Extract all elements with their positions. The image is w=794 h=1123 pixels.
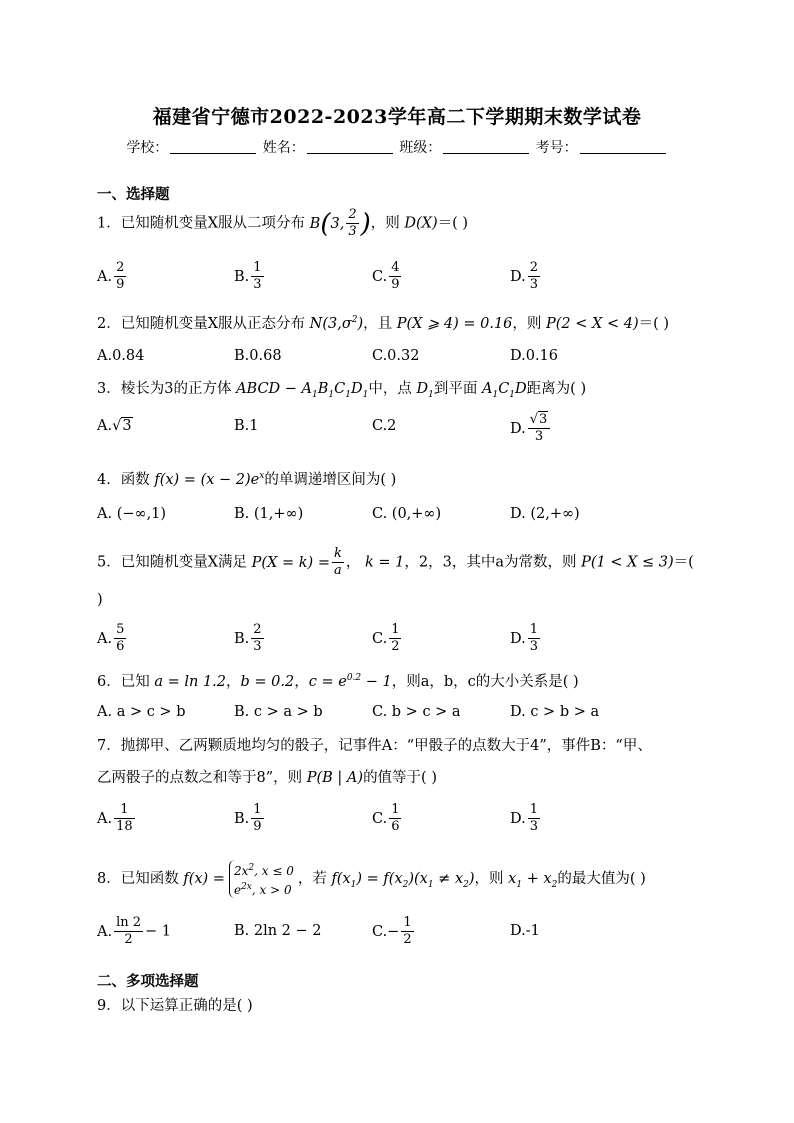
option-c[interactable]: C.0.32: [372, 348, 420, 364]
question-4: 4．函数 $f(x) = (x - 2)e^x$的单调递增区间为( ): [97, 471, 397, 488]
question-4-options: [97, 506, 717, 546]
option-a[interactable]: A.0.84: [97, 348, 145, 364]
student-info-line: [0, 137, 794, 157]
option-d[interactable]: D. $\frac{√3}{3}$: [510, 412, 552, 445]
class-label: 班级：: [399, 140, 442, 156]
question-9: 9．以下运算正确的是( ): [97, 998, 253, 1014]
option-a[interactable]: A. $\frac{2}{9}$: [97, 260, 125, 292]
question-1: 1．已知随机变量X服从二项分布 B(3, $\frac{2}{3}$ )，则 D(X)＝( ): [97, 207, 469, 239]
option-a[interactable]: A. $\frac{5}{6}$: [97, 622, 125, 654]
option-b[interactable]: B. (1,+∞): [234, 506, 304, 522]
school-blank[interactable]: [170, 141, 256, 154]
exam-no-label: 考号：: [535, 140, 578, 156]
question-7-line-1: 7．抛掷甲、乙两颗质地均匀的骰子，记事件A：“甲骰子的点数大于4”，事件B：“甲、: [97, 738, 652, 754]
question-8-options: [97, 915, 717, 955]
question-7-line-2: 乙两骰子的点数之和等于8”，则 P(B | A)的值等于( ): [97, 770, 437, 786]
question-1-options: [97, 260, 717, 300]
question-5-continuation: ): [97, 592, 103, 608]
variance-expr: D(X): [404, 215, 438, 232]
binomial-expr: B(3, $\frac{2}{3}$ ): [309, 207, 371, 239]
question-3-options: [97, 412, 717, 458]
option-c[interactable]: C. b > c > a: [372, 704, 461, 720]
option-b[interactable]: B. 2ln 2 − 2: [234, 923, 322, 939]
question-8: 8．已知函数 $f(x) = 2x^2$, x ≤ 0 $e^{2x}$, x > 0，若 $f(x_1) = f(x_2)(x_1 \ne x_2)$，则 $x_1 + x_2$的最大值为( ): [97, 860, 646, 898]
option-b[interactable]: B. $\frac{1}{3}$: [234, 260, 262, 292]
option-d[interactable]: D. $\frac{2}{3}$: [510, 260, 538, 292]
name-blank[interactable]: [307, 141, 393, 154]
class-blank[interactable]: [443, 141, 529, 154]
option-a[interactable]: A.√3: [97, 418, 132, 434]
piecewise-definition: $2x^2$, x ≤ 0 $e^{2x}$, x > 0: [229, 860, 294, 898]
option-b[interactable]: B. $\frac{2}{3}$: [234, 622, 262, 654]
option-d[interactable]: D. $\frac{1}{3}$: [510, 802, 538, 834]
option-d[interactable]: D. c > b > a: [510, 704, 600, 720]
option-a[interactable]: A. (−∞,1): [97, 506, 167, 522]
option-b[interactable]: B.1: [234, 418, 259, 434]
name-label: 姓名：: [262, 140, 305, 156]
page-title: 福建省宁德市2022-2023学年高二下学期期末数学试卷: [152, 106, 642, 128]
option-c[interactable]: C. (0,+∞): [372, 506, 442, 522]
question-5: 5．已知随机变量X满足 P(X = k) = $\frac{k}{a}$ ， k = 1，2，3，其中a为常数，则 P(1 < X ≤ 3)＝(: [97, 546, 694, 578]
option-c[interactable]: C. $\frac{1}{6}$: [372, 802, 400, 834]
question-3: 3．棱长为3的正方体 ABCD − $A_1B_1C_1D_1$中，点 $D_1$到平面 $A_1C_1D$距离为( ): [97, 381, 587, 400]
option-d[interactable]: D.0.16: [510, 348, 559, 364]
option-d[interactable]: D. (2,+∞): [510, 506, 580, 522]
exam-no-blank[interactable]: [580, 141, 666, 154]
option-d[interactable]: D.-1: [510, 923, 540, 939]
option-c[interactable]: C.− $\frac{1}{2}$: [372, 915, 412, 947]
option-d[interactable]: D. $\frac{1}{3}$: [510, 622, 538, 654]
question-7-options: [97, 802, 717, 842]
option-c[interactable]: C.2: [372, 418, 397, 434]
section-heading-multi: 二、多项选择题: [97, 973, 199, 990]
option-c[interactable]: C. $\frac{1}{2}$: [372, 622, 400, 654]
option-c[interactable]: C. $\frac{4}{9}$: [372, 260, 400, 292]
option-a[interactable]: A. a > c > b: [97, 704, 186, 720]
option-b[interactable]: B. c > a > b: [234, 704, 323, 720]
option-a[interactable]: A. $\frac{\ln 2}{2}$ − 1: [97, 915, 172, 947]
question-2: 2．已知随机变量X服从正态分布 $N(3,\sigma^2)$，且 P(X ⩾ 4) = 0.16，则 P(2 < X < 4)＝( ): [97, 315, 670, 332]
question-5-options: [97, 622, 717, 662]
option-b[interactable]: B.0.68: [234, 348, 282, 364]
school-label: 学校：: [126, 140, 169, 156]
section-heading-choice: 一、选择题: [97, 186, 170, 203]
option-a[interactable]: A. $\frac{1}{18}$: [97, 802, 133, 834]
option-b[interactable]: B. $\frac{1}{9}$: [234, 802, 262, 834]
question-6: 6．已知 a = ln 1.2，b = 0.2，$c = e^{0.2} - 1$，则a，b，c的大小关系是( ): [97, 673, 579, 690]
